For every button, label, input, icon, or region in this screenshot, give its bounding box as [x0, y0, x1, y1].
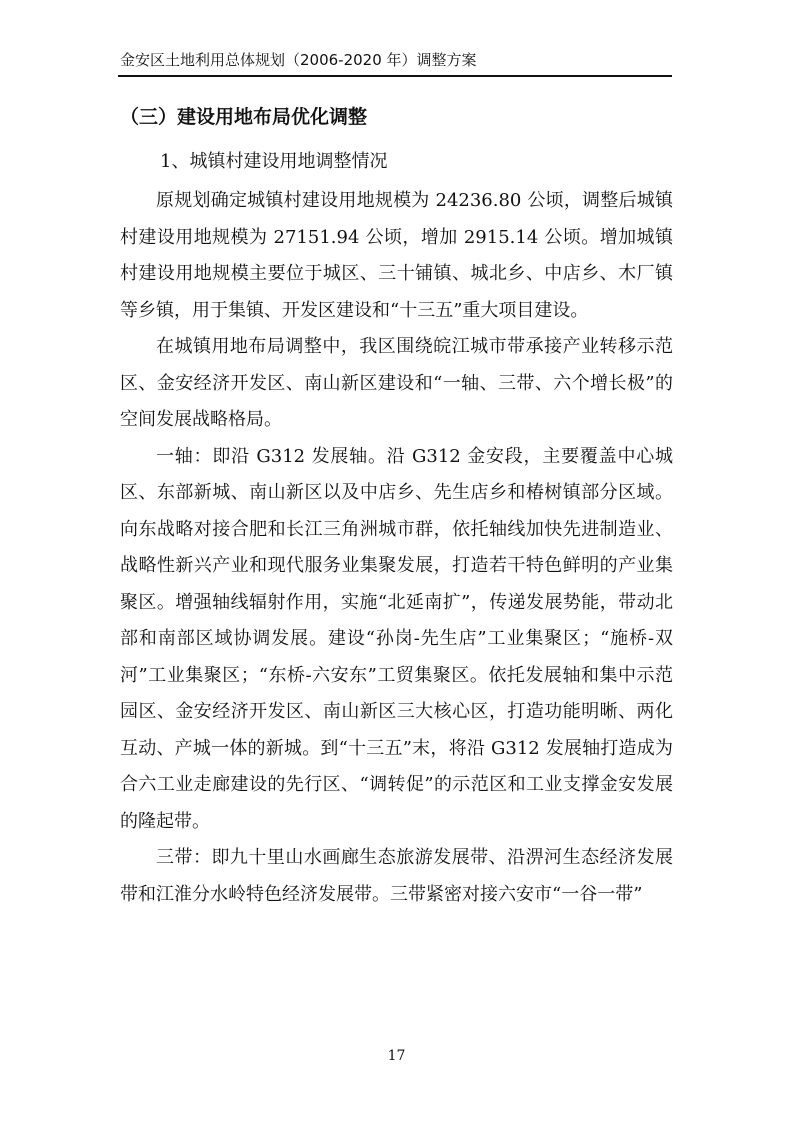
- paragraph-layout-strategy: 在城镇用地布局调整中，我区围绕皖江城市带承接产业转移示范区、金安经济开发区、南山新区建设和“一轴、三带、六个增长极”的空间发展战略格局。: [120, 336, 673, 430]
- paragraph-three-belts: 三带：即九十里山水画廊生态旅游发展带、沿淠河生态经济发展带和江淮分水岭特色经济发展带。三带紧密对接六安市“一谷一带”: [120, 847, 673, 905]
- section-subheading: 1、城镇村建设用地调整情况: [160, 151, 388, 172]
- paragraph-one-axis: 一轴：即沿 G312 发展轴。沿 G312 金安段，主要覆盖中心城区、东部新城、南山新区以及中店乡、先生店乡和椿树镇部分区域。向东战略对接合肥和长江三角洲城市群，依托轴线加快先进制造业、战略性新兴产业和现代服务业集聚发展，打造若干特色鲜明的产业集聚区。增强轴线辐射作用，实施“北延南扩”，传递发展势能，带动北部和南部区域协调发展。建设“孙岗-先生店”工业集聚区；“施桥-双河”工业集聚区；“东桥-六安东”工贸集聚区。依托发展轴和集中示范园区、金安经济开发区、南山新区三大核心区，打造功能明晰、两化互动、产城一体的新城。到“十三五”末，将沿 G312 发展轴打造成为合六工业走廊建设的先行区、“调转促”的示范区和工业支撑金安发展的隆起带。: [120, 445, 673, 832]
- body-text: [120, 183, 673, 913]
- header-divider: [118, 75, 672, 77]
- section-heading: （三）建设用地布局优化调整: [120, 106, 368, 128]
- paragraph-land-scale: 原规划确定城镇村建设用地规模为 24236.80 公顷，调整后城镇村建设用地规模为 27151.94 公顷，增加 2915.14 公顷。增加城镇村建设用地规模主要位于城区、三十铺镇、城北乡、中店乡、木厂镇等乡镇，用于集镇、开发区建设和“十三五”重大项目建设。: [120, 190, 673, 321]
- running-header: 金安区土地利用总体规划（2006-2020 年）调整方案: [120, 51, 477, 69]
- page-number: 17: [387, 1048, 406, 1064]
